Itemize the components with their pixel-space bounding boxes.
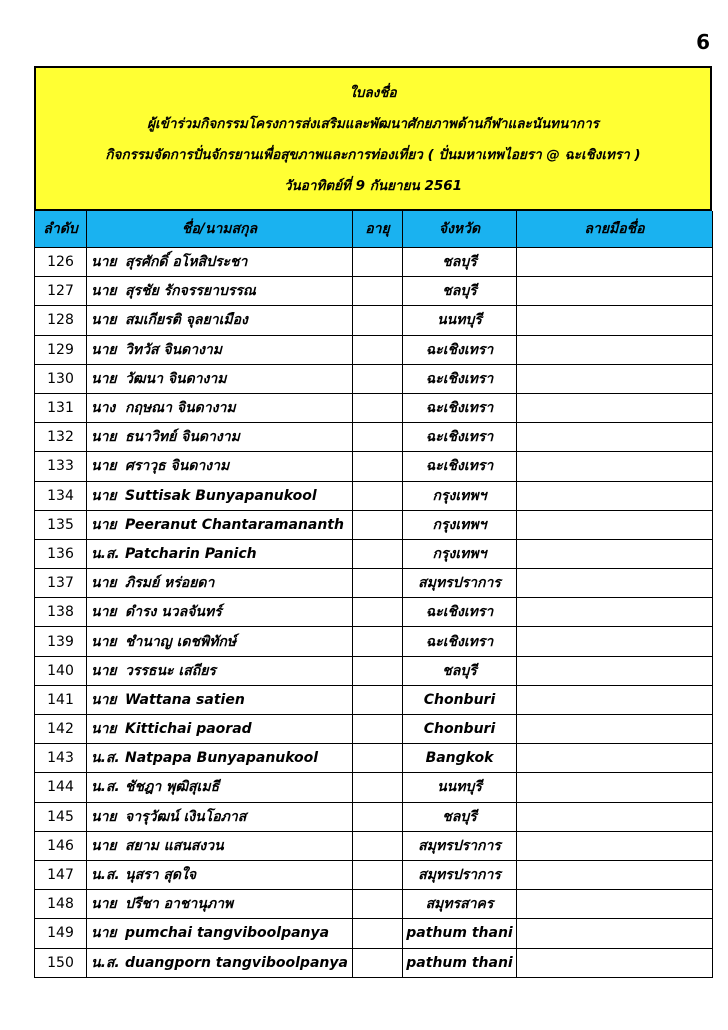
age-cell	[353, 656, 403, 685]
name-prefix: นาย	[91, 691, 117, 708]
participant-name-cell	[87, 744, 353, 773]
row-number: 138	[35, 598, 87, 627]
participant-name: Patcharin Panich	[125, 545, 257, 562]
signature-cell	[517, 393, 713, 422]
participant-name: ภิรมย์ หร่อยดา	[125, 575, 215, 592]
name-prefix: น.ส.	[91, 750, 120, 767]
participant-name: สุรศักดิ์ อโหสิประชา	[125, 254, 248, 271]
signature-cell	[517, 860, 713, 889]
age-cell	[353, 831, 403, 860]
signature-cell	[517, 656, 713, 685]
signature-cell	[517, 744, 713, 773]
signature-cell	[517, 685, 713, 714]
province-cell: pathum thani	[403, 948, 517, 977]
table-row	[35, 569, 713, 598]
participant-name: Natpapa Bunyapanukool	[125, 750, 319, 767]
row-number: 135	[35, 510, 87, 539]
participant-name-cell	[87, 685, 353, 714]
header-no: ลำดับ	[35, 211, 87, 248]
name-prefix: น.ส.	[91, 545, 120, 562]
participant-name: duangporn tangviboolpanya	[125, 954, 348, 971]
table-row	[35, 423, 713, 452]
province-cell: ฉะเชิงเทรา	[403, 423, 517, 452]
row-number: 141	[35, 685, 87, 714]
table-row	[35, 248, 713, 277]
row-number: 126	[35, 248, 87, 277]
name-prefix: นาย	[91, 254, 117, 271]
name-prefix: นาย	[91, 516, 117, 533]
row-number: 140	[35, 656, 87, 685]
table-row	[35, 919, 713, 948]
row-number: 134	[35, 481, 87, 510]
title-line-4: วันอาทิตย์ที่ 9 กันยายน 2561	[283, 178, 463, 195]
row-number: 146	[35, 831, 87, 860]
age-cell	[353, 948, 403, 977]
header-province: จังหวัด	[403, 211, 517, 248]
table-row	[35, 306, 713, 335]
province-cell: สมุทรสาคร	[403, 890, 517, 919]
name-prefix: นาย	[91, 370, 117, 387]
age-cell	[353, 277, 403, 306]
participant-name: ชำนาญ เดชพิทักษ์	[125, 633, 237, 650]
participant-name: pumchai tangviboolpanya	[125, 925, 330, 942]
table-row	[35, 656, 713, 685]
table-row	[35, 773, 713, 802]
signature-cell	[517, 510, 713, 539]
province-cell: ชลบุรี	[403, 656, 517, 685]
row-number: 137	[35, 569, 87, 598]
name-prefix: นาง	[91, 400, 116, 417]
participant-name-cell	[87, 831, 353, 860]
signature-cell	[517, 948, 713, 977]
province-cell: ฉะเชิงเทรา	[403, 393, 517, 422]
title-line-3: กิจกรรมจัดการปั่นจักรยานเพื่อสุขภาพและการท่องเที่ยว ( ปั่นมหาเทพไอยรา @ ฉะเชิงเทรา )	[105, 147, 641, 164]
row-number: 130	[35, 364, 87, 393]
age-cell	[353, 481, 403, 510]
name-prefix: นาย	[91, 662, 117, 679]
age-cell	[353, 715, 403, 744]
title-line-1: ใบลงชื่อ	[349, 84, 397, 101]
province-cell: นนทบุรี	[403, 306, 517, 335]
participant-name: ดำรง นวลจันทร์	[125, 604, 222, 621]
participant-name: ศราวุธ จินดางาม	[125, 458, 230, 475]
participant-name-cell	[87, 802, 353, 831]
participant-name: Suttisak Bunyapanukool	[125, 487, 317, 504]
participant-name-cell	[87, 452, 353, 481]
table-row	[35, 335, 713, 364]
table-row	[35, 481, 713, 510]
age-cell	[353, 364, 403, 393]
row-number: 149	[35, 919, 87, 948]
signature-cell	[517, 423, 713, 452]
province-cell: ฉะเชิงเทรา	[403, 335, 517, 364]
age-cell	[353, 860, 403, 889]
table-row	[35, 890, 713, 919]
age-cell	[353, 919, 403, 948]
age-cell	[353, 773, 403, 802]
province-cell: สมุทรปราการ	[403, 831, 517, 860]
participant-name-cell	[87, 773, 353, 802]
row-number: 148	[35, 890, 87, 919]
age-cell	[353, 802, 403, 831]
age-cell	[353, 598, 403, 627]
participant-name: สยาม แสนสงวน	[125, 837, 224, 854]
province-cell: ฉะเชิงเทรา	[403, 364, 517, 393]
province-cell: กรุงเทพฯ	[403, 481, 517, 510]
province-cell: ชลบุรี	[403, 277, 517, 306]
province-cell: ชลบุรี	[403, 802, 517, 831]
row-number: 133	[35, 452, 87, 481]
signature-cell	[517, 306, 713, 335]
participant-name-cell	[87, 248, 353, 277]
participant-name-cell	[87, 539, 353, 568]
row-number: 132	[35, 423, 87, 452]
row-number: 139	[35, 627, 87, 656]
table-row	[35, 715, 713, 744]
participant-name: Kittichai paorad	[125, 721, 252, 738]
participant-name-cell	[87, 306, 353, 335]
name-prefix: นาย	[91, 604, 117, 621]
name-prefix: นาย	[91, 633, 117, 650]
participant-name-cell	[87, 860, 353, 889]
participant-name: กฤษณา จินดางาม	[125, 400, 236, 417]
row-number: 150	[35, 948, 87, 977]
row-number: 136	[35, 539, 87, 568]
title-line-2: ผู้เข้าร่วมกิจกรรมโครงการส่งเสริมและพัฒนาศักยภาพด้านกีฬาและนันทนาการ	[147, 115, 599, 132]
signature-cell	[517, 335, 713, 364]
province-cell: ฉะเชิงเทรา	[403, 627, 517, 656]
signature-cell	[517, 277, 713, 306]
age-cell	[353, 452, 403, 481]
province-cell: นนทบุรี	[403, 773, 517, 802]
signature-cell	[517, 481, 713, 510]
participant-name-cell	[87, 510, 353, 539]
table-row	[35, 948, 713, 977]
participant-name-cell	[87, 890, 353, 919]
name-prefix: นาย	[91, 808, 117, 825]
participant-name: ชัชฎา พุฒิสุเมธี	[125, 779, 220, 796]
name-prefix: น.ส.	[91, 954, 120, 971]
signature-cell	[517, 627, 713, 656]
signature-cell	[517, 773, 713, 802]
row-number: 147	[35, 860, 87, 889]
province-cell: ฉะเชิงเทรา	[403, 598, 517, 627]
province-cell: กรุงเทพฯ	[403, 539, 517, 568]
participant-name: วรรธนะ เสถียร	[125, 662, 216, 679]
participant-name-cell	[87, 715, 353, 744]
participant-name: วิทวัส จินดางาม	[125, 341, 223, 358]
name-prefix: นาย	[91, 721, 117, 738]
participant-name-cell	[87, 569, 353, 598]
age-cell	[353, 627, 403, 656]
province-cell: กรุงเทพฯ	[403, 510, 517, 539]
participant-name-cell	[87, 948, 353, 977]
name-prefix: นาย	[91, 341, 117, 358]
name-prefix: นาย	[91, 896, 117, 913]
row-number: 127	[35, 277, 87, 306]
participant-name: ปรีชา อาชานุภาพ	[125, 896, 234, 913]
signature-cell	[517, 452, 713, 481]
participant-name: สมเกียรติ จุลยาเมือง	[125, 312, 248, 329]
age-cell	[353, 306, 403, 335]
table-row	[35, 277, 713, 306]
participant-table	[34, 211, 713, 978]
name-prefix: น.ส.	[91, 867, 120, 884]
row-number: 144	[35, 773, 87, 802]
age-cell	[353, 423, 403, 452]
signature-cell	[517, 598, 713, 627]
age-cell	[353, 248, 403, 277]
participant-name-cell	[87, 598, 353, 627]
name-prefix: นาย	[91, 575, 117, 592]
participant-name-cell	[87, 277, 353, 306]
signin-sheet	[34, 66, 712, 978]
province-cell: ฉะเชิงเทรา	[403, 452, 517, 481]
age-cell	[353, 890, 403, 919]
province-cell: สมุทรปราการ	[403, 569, 517, 598]
row-number: 145	[35, 802, 87, 831]
row-number: 142	[35, 715, 87, 744]
province-cell: pathum thani	[403, 919, 517, 948]
name-prefix: นาย	[91, 837, 117, 854]
participant-name-cell	[87, 627, 353, 656]
table-row	[35, 452, 713, 481]
header-signature: ลายมือชื่อ	[517, 211, 713, 248]
province-cell: สมุทรปราการ	[403, 860, 517, 889]
signature-cell	[517, 831, 713, 860]
participant-name-cell	[87, 423, 353, 452]
signature-cell	[517, 364, 713, 393]
table-row	[35, 598, 713, 627]
province-cell: Bangkok	[403, 744, 517, 773]
participant-name: ธนาวิทย์ จินดางาม	[125, 429, 240, 446]
table-row	[35, 860, 713, 889]
table-row	[35, 393, 713, 422]
participant-name: นุสรา สุดใจ	[125, 867, 197, 884]
header-name: ชื่อ/นามสกุล	[87, 211, 353, 248]
name-prefix: นาย	[91, 458, 117, 475]
table-row	[35, 831, 713, 860]
participant-name-cell	[87, 919, 353, 948]
participant-name: Wattana satien	[125, 691, 245, 708]
name-prefix: นาย	[91, 312, 117, 329]
row-number: 131	[35, 393, 87, 422]
name-prefix: นาย	[91, 487, 117, 504]
signature-cell	[517, 919, 713, 948]
participant-name-cell	[87, 481, 353, 510]
table-body	[35, 248, 713, 978]
table-row	[35, 744, 713, 773]
table-row	[35, 539, 713, 568]
signature-cell	[517, 890, 713, 919]
table-header-row	[35, 211, 713, 248]
participant-name-cell	[87, 335, 353, 364]
participant-name-cell	[87, 656, 353, 685]
age-cell	[353, 393, 403, 422]
header-age: อายุ	[353, 211, 403, 248]
age-cell	[353, 539, 403, 568]
name-prefix: นาย	[91, 429, 117, 446]
participant-name-cell	[87, 364, 353, 393]
age-cell	[353, 510, 403, 539]
name-prefix: นาย	[91, 283, 117, 300]
title-box	[34, 66, 712, 211]
signature-cell	[517, 248, 713, 277]
table-row	[35, 364, 713, 393]
age-cell	[353, 685, 403, 714]
age-cell	[353, 569, 403, 598]
participant-name-cell	[87, 393, 353, 422]
province-cell: Chonburi	[403, 715, 517, 744]
name-prefix: นาย	[91, 925, 117, 942]
age-cell	[353, 744, 403, 773]
signature-cell	[517, 569, 713, 598]
table-row	[35, 685, 713, 714]
participant-name: สุรชัย รักจรรยาบรรณ	[125, 283, 256, 300]
row-number: 129	[35, 335, 87, 364]
signature-cell	[517, 715, 713, 744]
signature-cell	[517, 539, 713, 568]
participant-name: วัฒนา จินดางาม	[125, 370, 227, 387]
row-number: 143	[35, 744, 87, 773]
table-row	[35, 510, 713, 539]
name-prefix: น.ส.	[91, 779, 120, 796]
signature-cell	[517, 802, 713, 831]
participant-name: จารุวัฒน์ เงินโอภาส	[125, 808, 247, 825]
table-row	[35, 627, 713, 656]
province-cell: Chonburi	[403, 685, 517, 714]
age-cell	[353, 335, 403, 364]
page-number: 6	[696, 30, 710, 54]
table-row	[35, 802, 713, 831]
participant-name: Peeranut Chantaramananth	[125, 516, 344, 533]
row-number: 128	[35, 306, 87, 335]
province-cell: ชลบุรี	[403, 248, 517, 277]
